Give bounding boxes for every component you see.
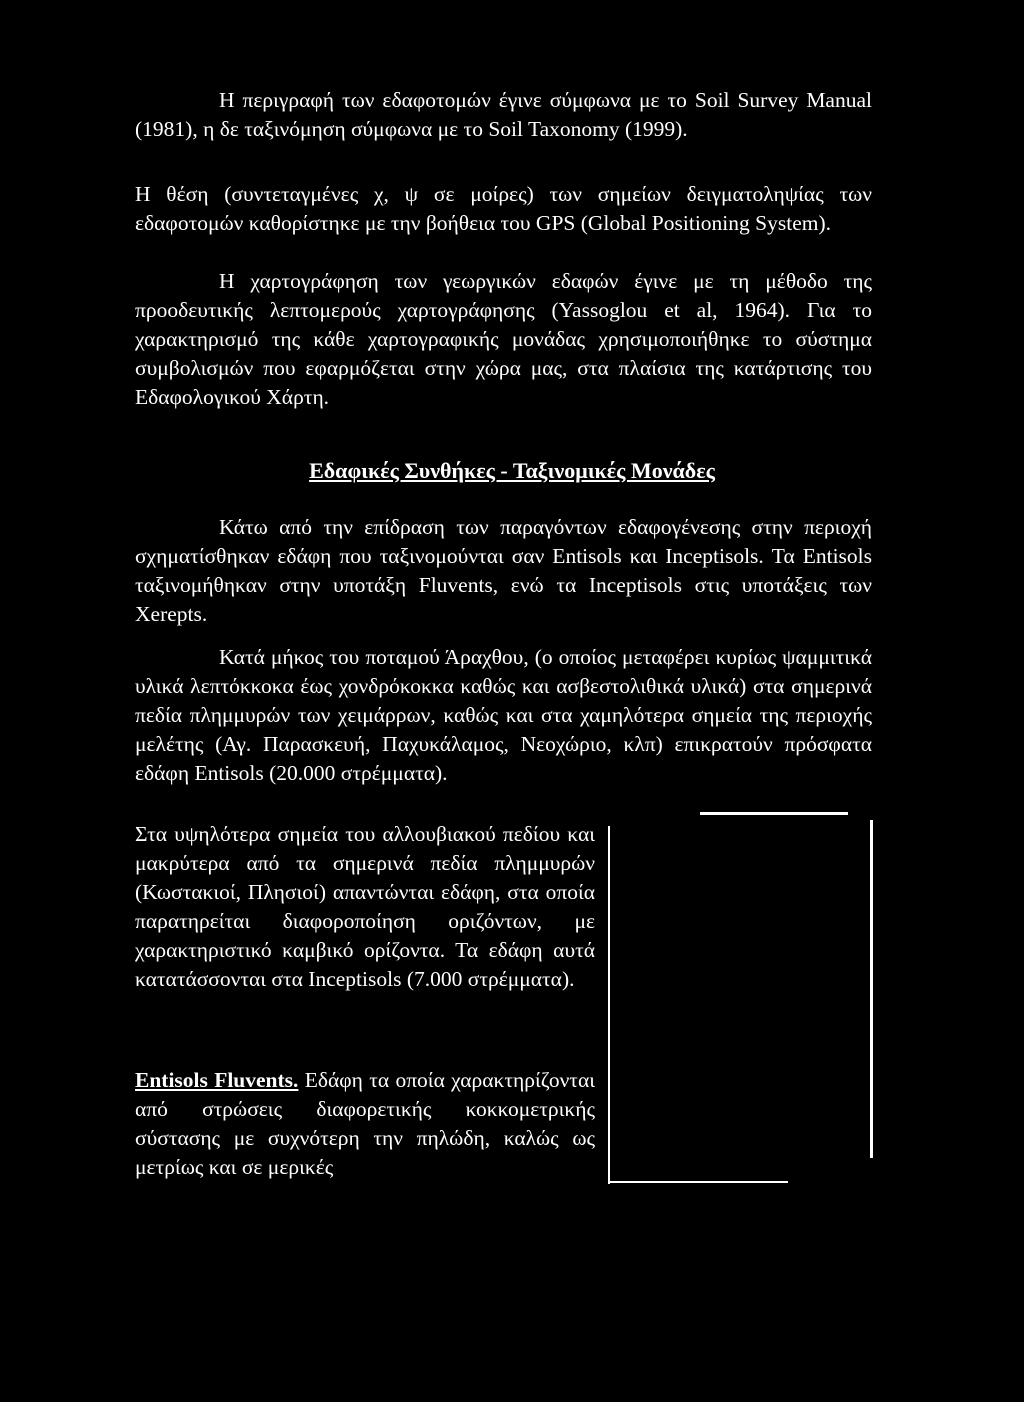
section-heading: Εδαφικές Συνθήκες - Ταξινομικές Μονάδες [309, 458, 715, 483]
entisols-fluvents-body: Εδάφη τα οποία χαρακτηρίζονται από στρώσεις διαφορετικής κοκκομετρικής σύστασης με συχνότερη την πηλώδη, καλώς ως μετρίως και σε μερικές [135, 1068, 595, 1179]
paragraph-inceptisols: Στα υψηλότερα σημεία του αλλουβιακού πεδίου και μακρύτερα από τα σημερινά πεδία πλημμυρών (Κωστακιοί, Πλησιοί) απαντώνται εδάφη, στα οποία παρατηρείται διαφοροποίηση οριζόντων, με χαρακτηριστικό καμβικό ορίζοντα. Τα εδάφη αυτά κατατάσσονται στα Inceptisols (7.000 στρέμματα). [135, 822, 595, 991]
entisols-fluvents-title: Entisols Fluvents. [135, 1068, 299, 1092]
paragraph-entisols-fluvents [135, 1066, 595, 1182]
map-frame-bottom [608, 1181, 788, 1183]
paragraph-soil-conditions: Κάτω από την επίδραση των παραγόντων εδαφογένεσης στην περιοχή σχηματίσθηκαν εδάφη που ταξινομούνται σαν Entisols και Inceptisols. Τα Entisols ταξινομήθηκαν στην υποτάξη Fluvents, ενώ τα Inceptisols στις υποτάξεις των Xerepts. [135, 515, 872, 626]
paragraph-arachthos: Κατά μήκος του ποταμού Άραχθου, (ο οποίος μεταφέρει κυρίως ψαμμιτικά υλικά λεπτόκκοκα έως χονδρόκοκκα καθώς και ασβεστολιθικά υλικά) στα σημερινά πεδία πλημμυρών των χειμάρρων, καθώς και στα χαμηλότερα σημεία της περιοχής μελέτης (Αγ. Παρασκευή, Παχυκάλαμος, Νεοχώριο, κλπ) επικρατούν πρόσφατα εδάφη Entisols (20.000 στρέμματα). [135, 645, 872, 785]
map-frame-right [870, 820, 873, 1158]
paragraph-gps: Η θέση (συντεταγμένες χ, ψ σε μοίρες) των σημείων δειγματοληψίας των εδαφοτομών καθορίστηκε με την βοήθεια του GPS (Global Positioning System). [135, 182, 872, 235]
paragraph-soil-survey: Η περιγραφή των εδαφοτομών έγινε σύμφωνα με το Soil Survey Manual (1981), η δε ταξινόμηση σύμφωνα με το Soil Taxonomy (1999). [135, 88, 872, 141]
map-frame-left [608, 826, 610, 1184]
map-frame-top [700, 812, 848, 815]
paragraph-mapping-method: Η χαρτογράφηση των γεωργικών εδαφών έγινε με τη μέθοδο της προοδευτικής λεπτομερούς χαρτογράφησης (Yassoglou et al, 1964). Για το χαρακτηρισμό της κάθε χαρτογραφικής μονάδας χρησιμοποιήθηκε το σύστημα συμβολισμών που εφαρμόζεται στην χώρα μας, στα πλαίσια της κατάρτισης του Εδαφολογικού Χάρτη. [135, 269, 872, 409]
